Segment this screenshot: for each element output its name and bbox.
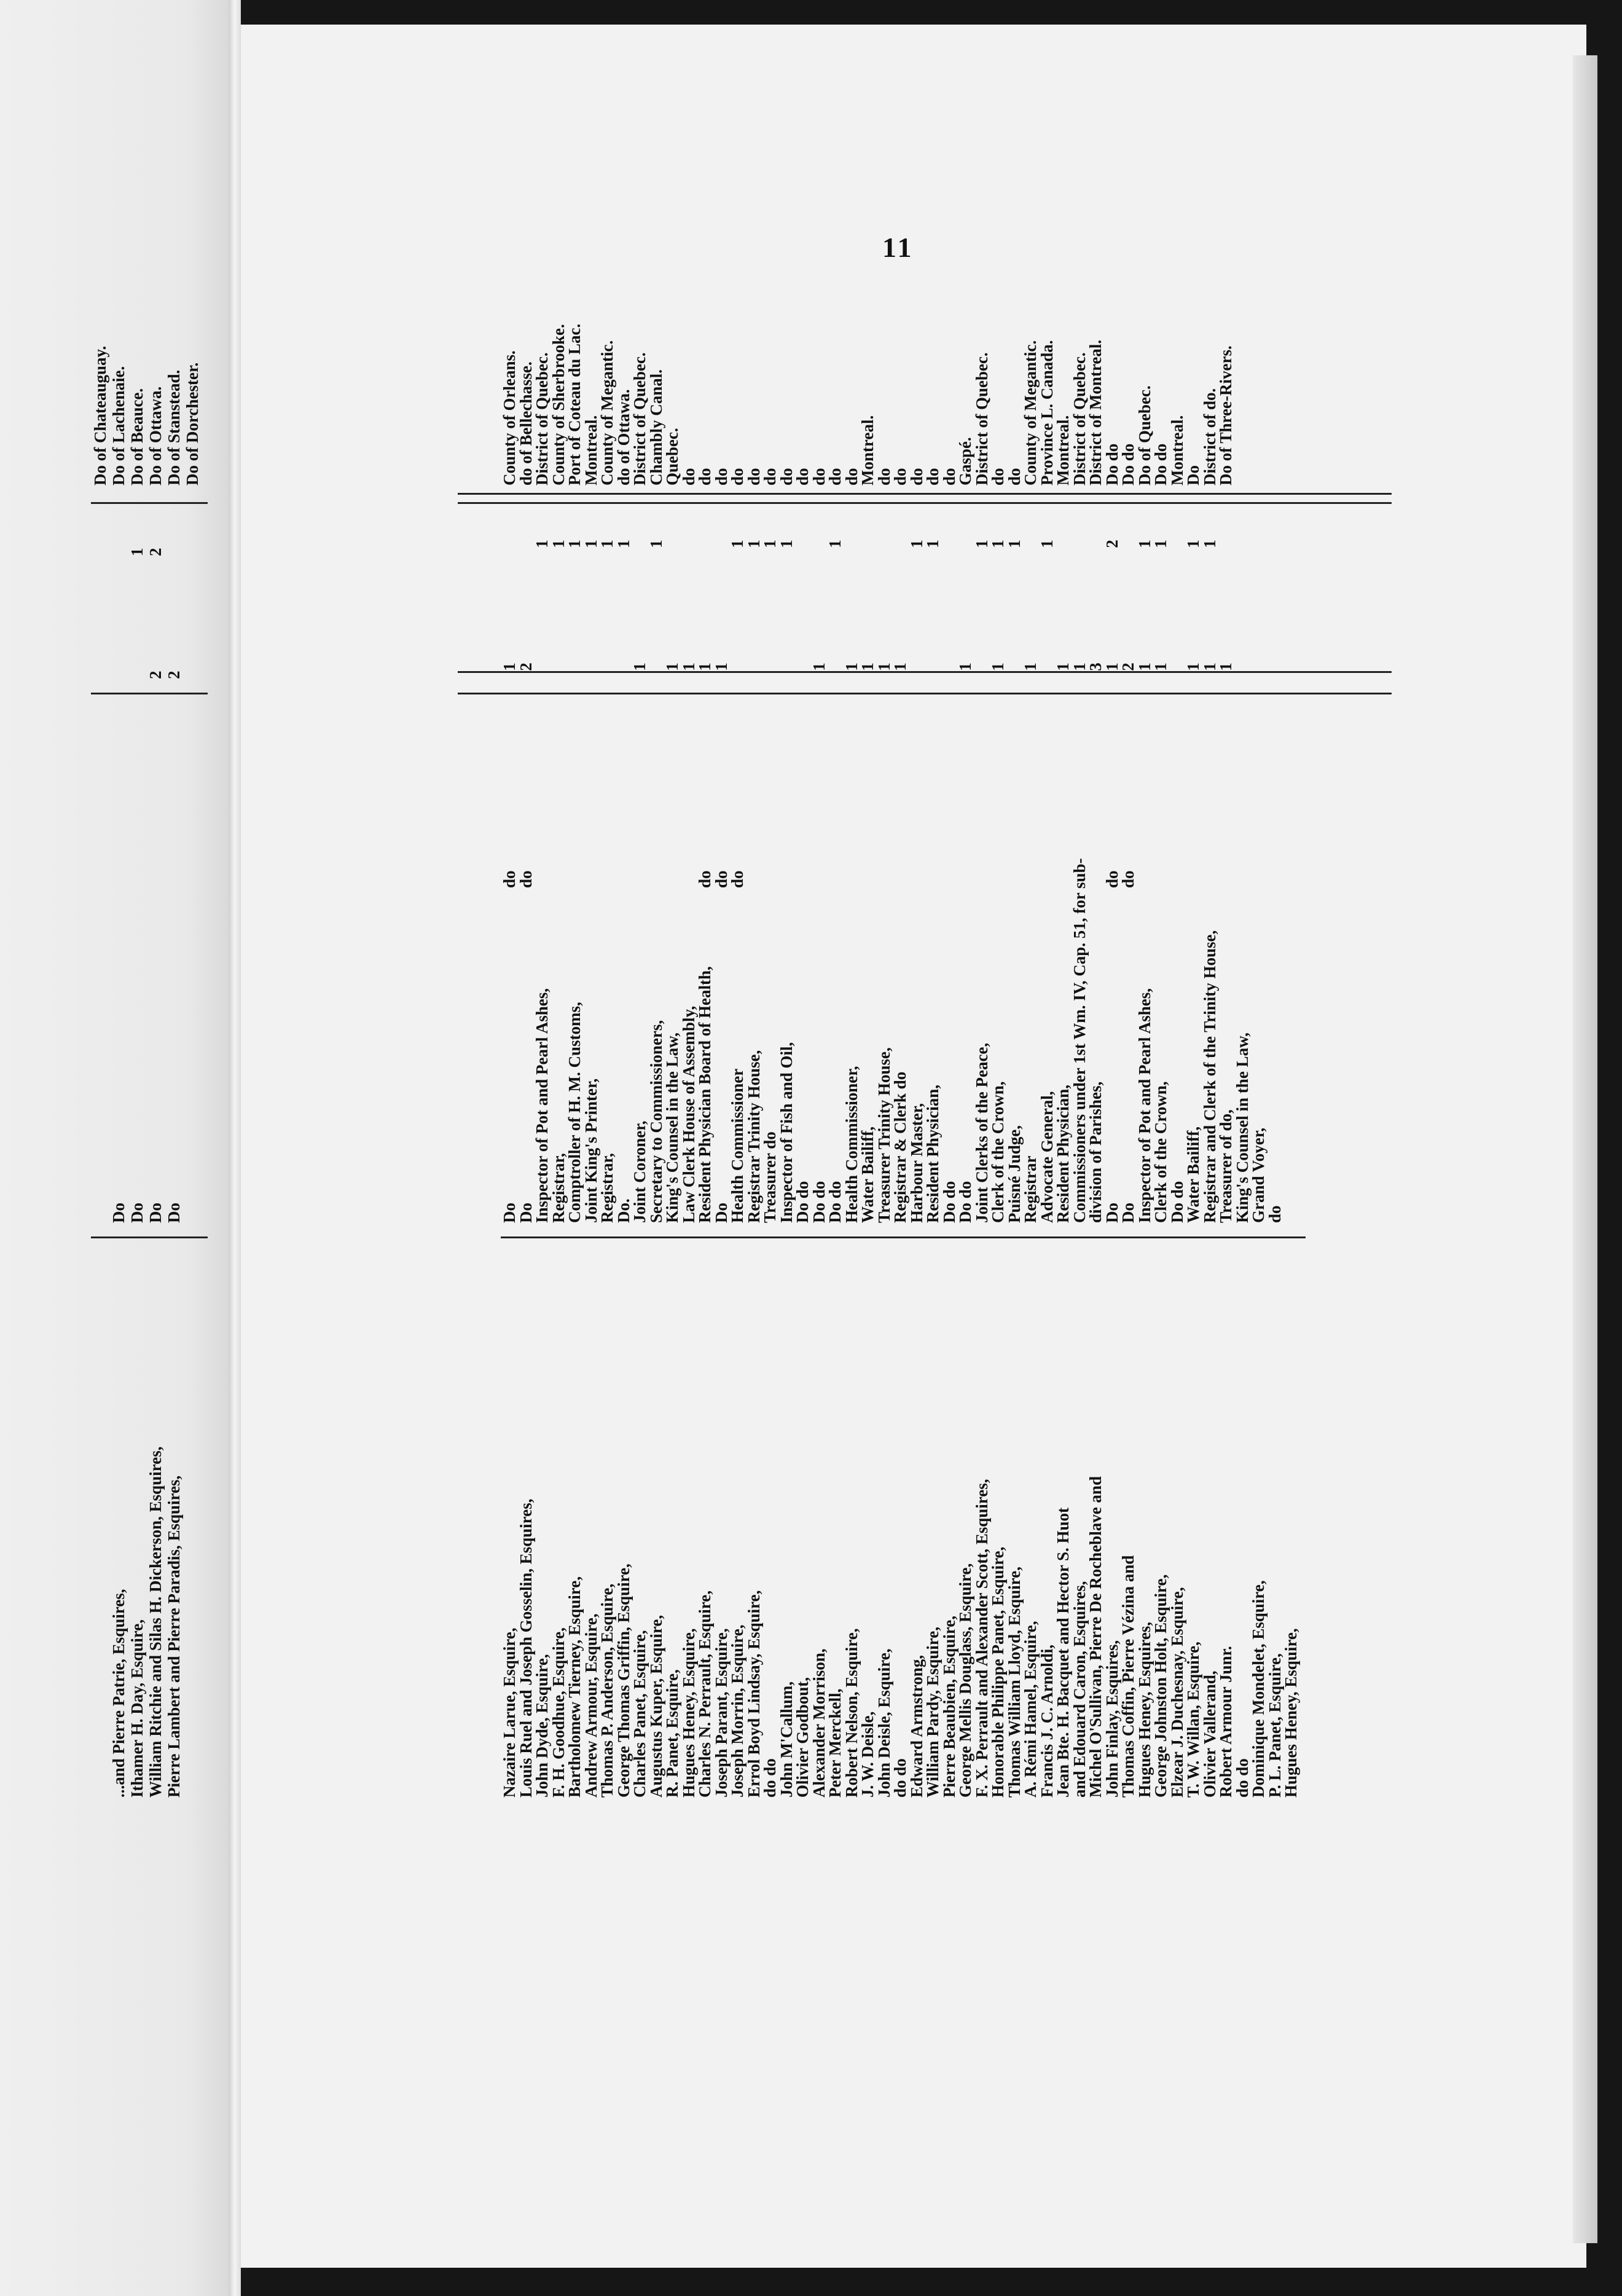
count-first: 3 xyxy=(1086,662,1105,671)
person-name: Joseph Parant, Esquire, xyxy=(711,1628,731,1798)
count-second: 2 xyxy=(1102,540,1121,548)
count-second: 1 xyxy=(565,540,584,548)
office-title: Harbour Master, xyxy=(907,1103,926,1223)
count-second: 1 xyxy=(907,540,926,548)
page-number: 11 xyxy=(882,232,914,263)
person-name: Thomas William Lloyd, Esquire, xyxy=(1005,1567,1024,1798)
office-title: Puisné Judge, xyxy=(1005,1125,1024,1223)
office-title: King's Counsel in the Law, xyxy=(663,1032,681,1223)
count-first: 1 xyxy=(663,662,681,671)
place-name: County of Orleans. xyxy=(500,350,519,486)
place-name: Do of Three-Rivers. xyxy=(1216,345,1235,486)
person-name: Charles Panet, Esquire, xyxy=(630,1630,649,1798)
office-title: Comptroller of H. M. Customs, xyxy=(565,1002,584,1223)
place-name: Do do xyxy=(1151,443,1170,486)
office-title: Inspector of Fish and Oil, xyxy=(777,1042,796,1223)
ditto-mark: do xyxy=(728,870,746,888)
office-title: Registrar & Clerk do xyxy=(891,1071,909,1223)
person-name: T. W. Willan, Esquire, xyxy=(1184,1641,1202,1798)
place-name: Gaspé. xyxy=(956,437,974,486)
count-first: 1 xyxy=(695,662,714,671)
place-name xyxy=(91,346,109,486)
place-name: do xyxy=(939,468,958,486)
person-name: Hugues Heney, Esquire, xyxy=(1282,1628,1300,1798)
place-name: County of Sherbrooke. xyxy=(549,324,568,486)
place-prefix: Do xyxy=(91,465,109,486)
office-title: Grand Voyer, xyxy=(1249,1127,1267,1223)
place-name: do xyxy=(1005,468,1024,486)
place-name: County of Megantic. xyxy=(1021,340,1040,486)
office-title: Secretary to Commissioners, xyxy=(646,1020,665,1223)
count-first: 1 xyxy=(679,662,698,671)
person-name: F. H. Goodhue, Esquire, xyxy=(549,1627,568,1798)
place-name: Province L. Canada. xyxy=(1037,340,1056,486)
office-title: Registrar and Clerk of the Trinity House, xyxy=(1200,930,1219,1223)
person-name: George Johnston Holt, Esquire, xyxy=(1151,1574,1170,1798)
place-name-text: of Beauce. xyxy=(128,388,146,465)
person-name: and Edouard Caron, Esquires, xyxy=(1070,1581,1089,1798)
person-name: William Ritchie and Silas H. Dickerson, Esquires, xyxy=(146,1446,165,1798)
place-name: Do do xyxy=(1119,443,1137,486)
place-name: Do xyxy=(1184,465,1202,486)
office-title: Registrar xyxy=(1021,1155,1040,1223)
person-name: Robert Armour Junr. xyxy=(1216,1646,1235,1798)
office-title: Health Commissioner xyxy=(728,1068,746,1223)
place-name: do xyxy=(989,468,1007,486)
office-title: Treasurer of do, xyxy=(1216,1109,1235,1223)
office-title: Health Commissioner, xyxy=(842,1066,861,1223)
person-name: John Deisle, Esquire, xyxy=(874,1648,893,1798)
count-first: 1 xyxy=(1102,662,1121,671)
office-title: Joint King's Printer, xyxy=(581,1078,600,1223)
person-name: Olivier Godbout, xyxy=(793,1677,812,1798)
count-second: 1 xyxy=(923,540,942,548)
person-name: Edward Armstrong, xyxy=(907,1654,926,1798)
place-name: do of Ottawa. xyxy=(614,389,633,486)
person-name: Dominique Mondelet, Esquire, xyxy=(1249,1580,1267,1798)
office-title: Do do xyxy=(1167,1181,1186,1223)
office-title: Resident Physician, xyxy=(1054,1084,1072,1223)
person-name: Robert Nelson, Esquire, xyxy=(842,1628,861,1798)
place-name: Montreal. xyxy=(1167,415,1186,486)
office-title: Do xyxy=(1102,1203,1121,1223)
person-name: John Finlay, Esquires, xyxy=(1102,1640,1121,1798)
count-first: 1 xyxy=(630,662,649,671)
place-name xyxy=(165,370,183,486)
person-name: Hugues Heney, Esquires, xyxy=(1135,1621,1154,1798)
count-first: 1 xyxy=(1216,662,1235,671)
office-title: Resident Physician, xyxy=(923,1084,942,1223)
person-name: R. Panet, Esquire, xyxy=(663,1669,681,1798)
person-name: Thomas P. Anderson, Esquire, xyxy=(598,1583,616,1798)
count-first: 1 xyxy=(891,662,909,671)
count-first: 1 xyxy=(989,662,1007,671)
count-second: 1 xyxy=(128,548,146,556)
column-rule xyxy=(458,502,1392,504)
place-name xyxy=(128,388,146,486)
office-title: Inspector of Pot and Pearl Ashes, xyxy=(1135,988,1154,1223)
person-name: Pierre Beaubien, Esquire, xyxy=(939,1616,958,1798)
office-title: Registrar Trinity House, xyxy=(744,1050,763,1223)
place-name: do xyxy=(695,468,714,486)
office-title: do xyxy=(1265,1205,1284,1223)
count-first: 2 xyxy=(516,662,535,671)
office-title: Do do xyxy=(826,1181,844,1223)
office-title: Water Bailiff, xyxy=(858,1126,877,1223)
office-title: Clerk of the Crown, xyxy=(1151,1081,1170,1223)
office-title: Inspector of Pot and Pearl Ashes, xyxy=(533,988,551,1223)
count-first: 1 xyxy=(1151,662,1170,671)
office-title: Do xyxy=(500,1203,519,1223)
person-name: Elzear J. Duchesnay, Esquire, xyxy=(1167,1587,1186,1798)
office-title: Treasurer do xyxy=(761,1131,779,1223)
place-name: Do of Quebec. xyxy=(1135,385,1154,486)
person-name: do do xyxy=(1232,1758,1252,1798)
column-rule xyxy=(91,693,208,694)
count-second: 1 xyxy=(1005,540,1024,548)
place-name: do xyxy=(923,468,942,486)
office-title: King's Counsel in the Law, xyxy=(1232,1032,1252,1223)
place-name: Montreal. xyxy=(858,415,877,486)
office-title: Do do xyxy=(793,1181,812,1223)
column-rule xyxy=(501,1236,1306,1238)
person-name: do do xyxy=(891,1758,909,1798)
office-title: Joint Coroner, xyxy=(630,1120,649,1223)
office-title: Registrar, xyxy=(598,1153,616,1223)
person-name: Michel O'Sullivan, Pierre De Rocheblave and xyxy=(1086,1476,1105,1798)
office-title: Do xyxy=(146,1203,165,1223)
person-name: Olivier Vallerand, xyxy=(1200,1670,1219,1798)
office-title: Law Clerk House of Assembly, xyxy=(679,1005,698,1223)
place-name: District of Quebec. xyxy=(533,352,551,486)
place-name: Montreal. xyxy=(581,415,600,486)
count-first: 1 xyxy=(1135,662,1154,671)
person-name: Charles N. Perrault, Esquire, xyxy=(695,1590,714,1798)
place-name: District of Montreal. xyxy=(1086,339,1105,486)
place-name: District of Quebec. xyxy=(972,352,991,486)
person-name: Pierre Lambert and Pierre Paradis, Esquires, xyxy=(165,1475,183,1798)
place-name: do xyxy=(907,468,926,486)
place-name: do xyxy=(891,468,909,486)
person-name: J. W. Deisle, xyxy=(858,1711,877,1798)
place-name: do xyxy=(777,468,796,486)
left-page-table xyxy=(91,46,251,1798)
person-name: Bartholomew Tierney, Esquire, xyxy=(565,1576,584,1798)
office-title: Do do xyxy=(939,1181,958,1223)
office-title: Do. xyxy=(614,1198,633,1223)
office-title: Registrar, xyxy=(549,1153,568,1223)
person-name: do do xyxy=(761,1758,779,1798)
place-name: District of Quebec. xyxy=(630,352,649,486)
person-name: Jean Bte. H. Bacquet and Hector S. Huot xyxy=(1054,1508,1072,1798)
count-first: 1 xyxy=(500,662,519,671)
count-first: 2 xyxy=(165,670,183,679)
place-prefix: Do xyxy=(183,465,202,486)
count-first: 1 xyxy=(858,662,877,671)
place-name-text: of Stanstead. xyxy=(165,369,183,465)
person-name: A. Rémi Hamel, Esquire, xyxy=(1021,1621,1040,1798)
column-rule xyxy=(91,1236,208,1238)
place-name: do xyxy=(761,468,779,486)
person-name: ...and Pierre Patrie, Esquires, xyxy=(109,1589,128,1798)
person-name: John M'Callum, xyxy=(777,1681,796,1798)
office-title: Resident Physician Board of Health, xyxy=(695,966,714,1223)
person-name: Nazaire Larue, Esquire, xyxy=(500,1627,519,1798)
count-first: 1 xyxy=(711,662,731,671)
place-name-text: of Ottawa. xyxy=(146,386,165,465)
count-first: 2 xyxy=(146,670,165,679)
count-second: 1 xyxy=(533,540,551,548)
place-name: do xyxy=(728,468,746,486)
place-name: District of do. xyxy=(1200,388,1219,486)
place-name-text: of Lachenaie. xyxy=(109,366,128,465)
person-name: John Dyde, Esquire, xyxy=(533,1654,551,1798)
count-first: 1 xyxy=(1200,662,1219,671)
count-second: 1 xyxy=(989,540,1007,548)
count-second: 1 xyxy=(777,540,796,548)
column-rule xyxy=(458,693,1392,694)
office-title: Do xyxy=(165,1203,183,1223)
place-name: do of Bellechasse. xyxy=(516,361,535,486)
person-name: F. X. Perrault and Alexander Scott, Esquires, xyxy=(972,1479,991,1798)
count-second: 1 xyxy=(646,540,665,548)
office-title: Clerk of the Crown, xyxy=(989,1081,1007,1223)
count-second: 1 xyxy=(761,540,779,548)
office-title: Joint Clerks of the Peace, xyxy=(972,1042,991,1223)
ditto-mark: do xyxy=(1119,870,1137,888)
place-name: do xyxy=(793,468,812,486)
person-name: William Pardy, Esquire, xyxy=(923,1626,942,1798)
count-second: 1 xyxy=(826,540,844,548)
count-first: 1 xyxy=(956,662,974,671)
office-title: Do xyxy=(711,1203,731,1223)
count-second: 1 xyxy=(728,540,746,548)
page-edge xyxy=(1573,55,1597,2243)
place-name: do xyxy=(679,468,698,486)
office-title: division of Parishes, xyxy=(1086,1081,1105,1223)
office-title: Do xyxy=(516,1203,535,1223)
place-name: District of Quebec. xyxy=(1070,352,1089,486)
appointments-table xyxy=(335,46,1428,1798)
ditto-mark: do xyxy=(695,870,714,888)
person-name: Honorable Philippe Panet, Esquire, xyxy=(989,1546,1007,1798)
count-second: 1 xyxy=(581,540,600,548)
place-name: do xyxy=(744,468,763,486)
person-name: Hugues Heney, Esquire, xyxy=(679,1628,698,1798)
place-name: do xyxy=(711,468,731,486)
count-first: 2 xyxy=(1119,662,1137,671)
office-title: Do do xyxy=(809,1181,828,1223)
count-second: 1 xyxy=(598,540,616,548)
count-second: 1 xyxy=(744,540,763,548)
place-name xyxy=(183,363,202,486)
person-name: Louis Ruel and Joseph Gosselin, Esquires, xyxy=(516,1498,535,1798)
place-prefix: Do xyxy=(128,465,146,486)
ditto-mark: do xyxy=(711,870,731,888)
office-title: Water Bailiff, xyxy=(1184,1126,1202,1223)
place-name: do xyxy=(874,468,893,486)
office-title: Do xyxy=(128,1203,146,1223)
count-first: 1 xyxy=(1184,662,1202,671)
count-first: 1 xyxy=(1054,662,1072,671)
count-first: 1 xyxy=(1021,662,1040,671)
place-name: Do do xyxy=(1102,443,1121,486)
office-title: Advocate General, xyxy=(1037,1091,1056,1223)
count-first: 1 xyxy=(842,662,861,671)
place-name-text: of Chateauguay. xyxy=(91,345,109,465)
count-second: 1 xyxy=(1037,540,1056,548)
person-name: Peter Merckell, xyxy=(826,1688,844,1798)
place-name xyxy=(146,387,165,486)
person-name: Ithamer H. Day, Esquire, xyxy=(128,1619,146,1798)
count-first: 1 xyxy=(809,662,828,671)
count-second: 1 xyxy=(614,540,633,548)
office-title: Do xyxy=(109,1203,128,1223)
count-second: 2 xyxy=(146,548,165,556)
ditto-mark: do xyxy=(516,870,535,888)
column-rule xyxy=(458,671,1392,673)
person-name: Augustus Kuper, Esquire, xyxy=(646,1614,665,1798)
person-name: Joseph Morrin, Esquire, xyxy=(728,1624,746,1798)
place-name: do xyxy=(809,468,828,486)
person-name: Alexander Morrison, xyxy=(809,1648,828,1798)
person-name: Thomas Coffin, Pierre Vézina and xyxy=(1119,1555,1137,1798)
place-name: do xyxy=(826,468,844,486)
office-title: Commissioners under 1st Wm. IV, Cap. 51, for sub- xyxy=(1070,858,1089,1223)
column-rule xyxy=(91,502,208,504)
place-name: Quebec. xyxy=(663,428,681,486)
place-name: Chambly Canal. xyxy=(646,369,665,486)
count-second: 1 xyxy=(972,540,991,548)
person-name: Andrew Armour, Esquire, xyxy=(581,1613,600,1798)
count-first: 1 xyxy=(1070,662,1089,671)
person-name: P. L. Panet, Esquire, xyxy=(1265,1653,1284,1798)
place-prefix: Do xyxy=(165,465,183,486)
place-name: do xyxy=(842,468,861,486)
column-rule xyxy=(458,493,1392,495)
ditto-mark: do xyxy=(500,870,519,888)
count-second: 1 xyxy=(1135,540,1154,548)
person-name: George Mellis Douglass, Esquire, xyxy=(956,1563,974,1798)
count-second: 1 xyxy=(549,540,568,548)
place-name: Montreal. xyxy=(1054,415,1072,486)
count-second: 1 xyxy=(1200,540,1219,548)
office-title: Treasurer Trinity House, xyxy=(874,1047,893,1223)
place-prefix: Do xyxy=(146,465,165,486)
place-prefix: Do xyxy=(109,465,128,486)
place-name xyxy=(109,366,128,486)
person-name: Errol Boyd Lindsay, Esquire, xyxy=(744,1590,763,1798)
office-title: Do do xyxy=(956,1181,974,1223)
count-first: 1 xyxy=(874,662,893,671)
count-second: 1 xyxy=(1184,540,1202,548)
ditto-mark: do xyxy=(1102,870,1121,888)
count-second: 1 xyxy=(1151,540,1170,548)
place-name: Port of Coteau du Lac. xyxy=(565,323,584,486)
place-name-text: of Dorchester. xyxy=(183,362,202,465)
place-name: County of Megantic. xyxy=(598,340,616,486)
person-name: George Thomas Griffin, Esquire, xyxy=(614,1563,633,1798)
person-name: Francis J. C. Arnoldi, xyxy=(1037,1644,1056,1798)
office-title: Do xyxy=(1119,1203,1137,1223)
